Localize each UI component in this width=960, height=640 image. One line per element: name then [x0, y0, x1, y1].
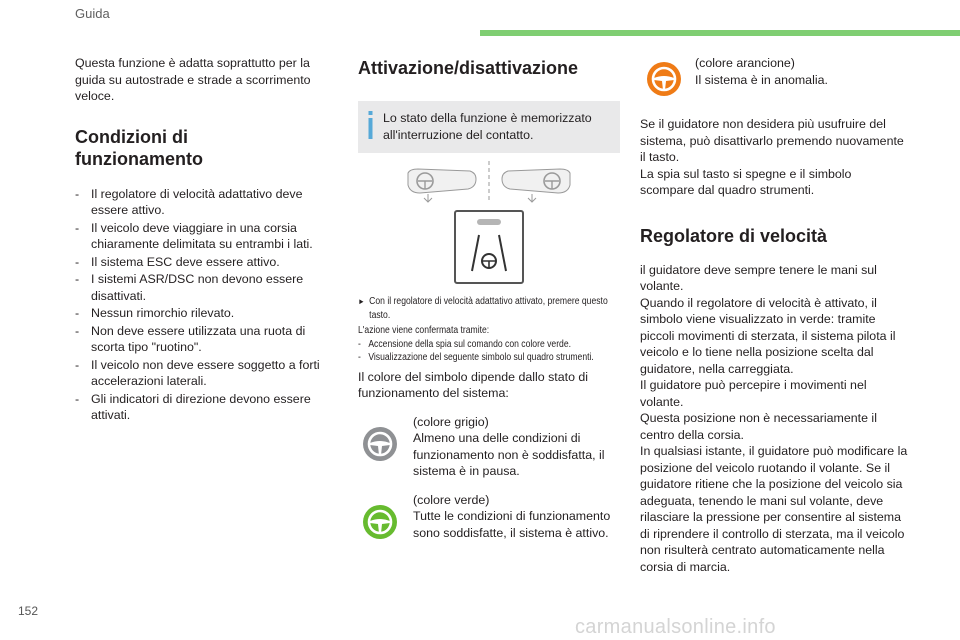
grey-steering-wheel-icon — [362, 426, 398, 462]
paragraph: In qualsiasi istante, il guidatore può modificare la posizione del veicolo ruotando il volante. Se il guidatore ritiene che la posizione del veicolo sia adeguata, tenendo le mani sul volante, deve rilasciare la pressione per consentire al sistema di riprendere il controllo di sterzata, ma il veicolo non risulterà centrato automaticamente nella corsia di marcia. — [640, 444, 908, 574]
paragraph: Quando il regolatore di velocità è attivato, il simbolo viene visualizzato in verde: tramite piccoli movimenti di sterzata, il sistema pilota il veicolo e lo tiene nella posizione scelta dal guidatore, nella carreggiata. — [640, 295, 896, 376]
state-green-label: (colore verde) — [413, 492, 490, 507]
state-grey-label: (colore grigio) — [413, 414, 489, 429]
activation-heading: Attivazione/disattivazione — [358, 58, 579, 78]
green-steering-wheel-icon — [362, 504, 398, 540]
state-grey — [358, 414, 620, 486]
condition-item: - Non deve essere utilizzata una ruota di scorta tipo "ruotino". — [75, 323, 330, 356]
page-number: 152 — [18, 604, 39, 618]
note-step: ► Con il regolatore di velocità adattativo attivato, premere questo tasto. — [358, 295, 618, 322]
state-green — [358, 492, 620, 564]
info-text: Lo stato della funzione è memorizzato all'interruzione del contatto. — [383, 111, 592, 142]
condition-item: - Il veicolo non deve essere soggetto a forti accelerazioni laterali. — [75, 357, 330, 390]
paragraph: Questa posizione non è necessariamente il centro della corsia. — [640, 411, 877, 442]
paragraph: il guidatore deve sempre tenere le mani sul volante. — [640, 262, 877, 293]
activation-note — [358, 295, 618, 365]
steering-wheel-stalk-illustration — [358, 159, 620, 289]
section-label: Guida — [75, 6, 110, 21]
state-orange-desc: Il sistema è in anomalia. — [695, 72, 828, 87]
condition-item: - Gli indicatori di direzione devono essere attivati. — [75, 391, 330, 424]
column-middle — [358, 55, 620, 564]
state-orange — [640, 55, 908, 111]
condition-item: - Il sistema ESC deve essere attivo. — [75, 254, 330, 271]
conditions-heading-line2: funzionamento — [75, 148, 203, 169]
lane-keeping-button-icon — [455, 211, 523, 283]
orange-steering-wheel-icon — [646, 61, 682, 97]
paragraph: Il guidatore può percepire i movimenti nel volante. — [640, 378, 867, 409]
watermark: carmanualsonline.info — [575, 616, 776, 638]
state-grey-desc: Almeno una delle condizioni di funzionamento non è soddisfatta, il sistema è in pausa. — [413, 431, 605, 478]
condition-item: - Il regolatore di velocità adattativo deve essere attivo. — [75, 186, 330, 219]
intro-paragraph: Questa funzione è adatta soprattutto per la guida su autostrade e strade a scorrimento veloce. — [75, 56, 311, 103]
conditions-heading-line1: Condizioni di — [75, 126, 188, 147]
speed-regulator-body — [640, 262, 908, 576]
note-item: - Accensione della spia sul comando con colore verde. — [358, 338, 618, 352]
condition-item: - I sistemi ASR/DSC non devono essere disattivati. — [75, 271, 330, 304]
condition-item: - Nessun rimorchio rilevato. — [75, 305, 330, 322]
conditions-heading — [75, 126, 330, 170]
info-box — [358, 101, 620, 153]
note-item: - Visualizzazione del seguente simbolo sul quadro strumenti. — [358, 351, 618, 365]
deactivate-text-1: Se il guidatore non desidera più usufruire del sistema, può disattivarlo premendo nuovamente il tasto. — [640, 117, 904, 164]
speed-regulator-heading: Regolatore di velocità — [640, 225, 828, 246]
color-intro: Il colore del simbolo dipende dallo stato di funzionamento del sistema: — [358, 369, 589, 400]
section-color-bar — [480, 30, 960, 36]
info-icon — [365, 111, 377, 139]
state-green-desc: Tutte le condizioni di funzionamento sono soddisfatte, il sistema è attivo. — [413, 509, 611, 540]
condition-item: - Il veicolo deve viaggiare in una corsia chiaramente delimitata su entrambi i lati. — [75, 220, 330, 253]
state-orange-label: (colore arancione) — [695, 56, 795, 70]
column-left — [75, 55, 330, 425]
deactivate-text-2: La spia sul tasto si spegne e il simbolo scompare dal quadro strumenti. — [640, 166, 852, 197]
conditions-list — [75, 186, 330, 424]
note-confirm: L'azione viene confermata tramite: — [358, 325, 490, 336]
column-right — [640, 55, 908, 575]
